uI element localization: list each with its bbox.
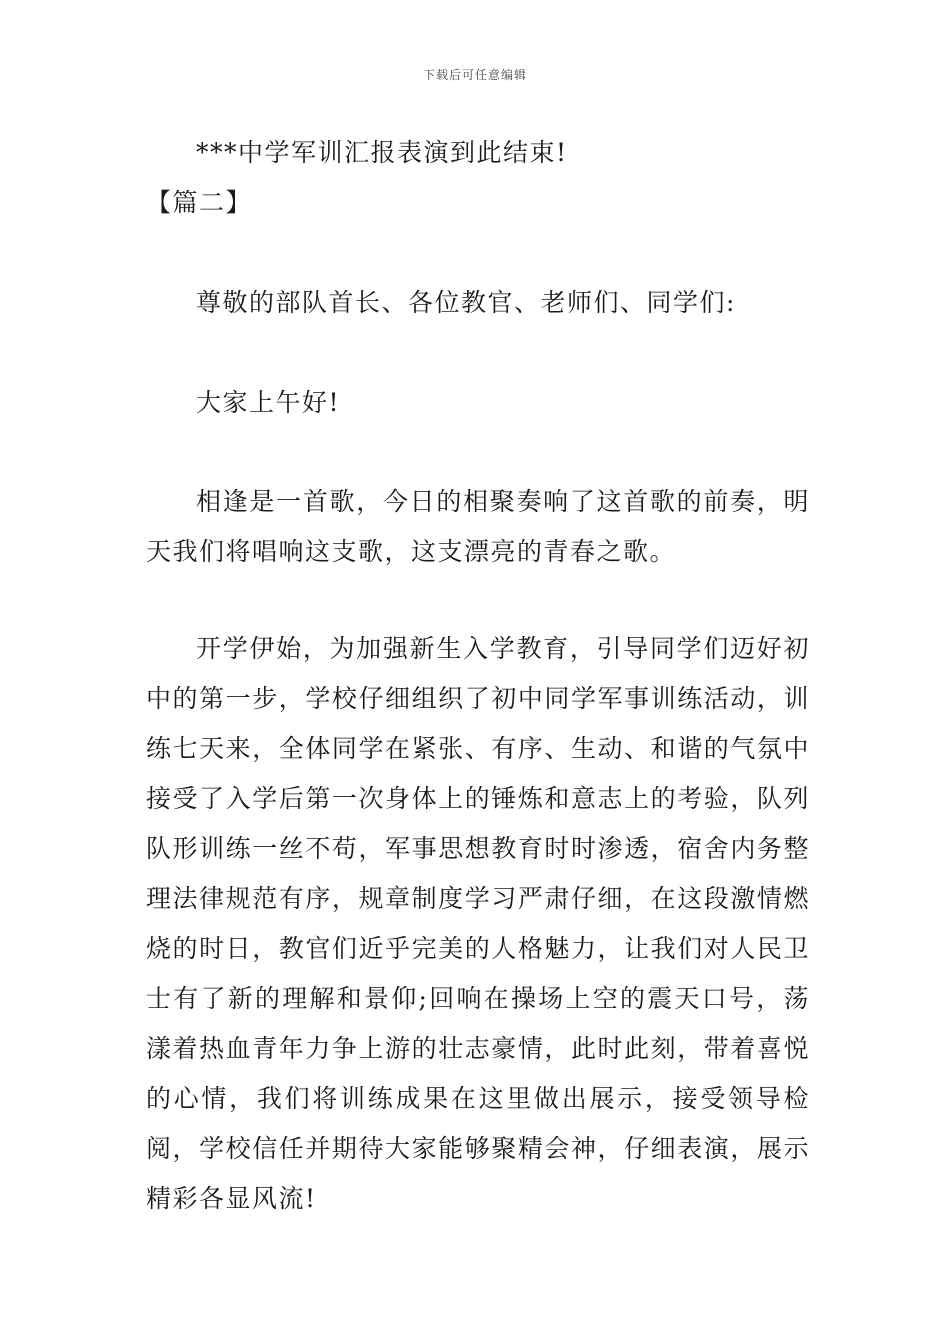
greeting-line: 尊敬的部队首长、各位教官、老师们、同学们: — [196, 288, 736, 317]
section-label: 【篇二】 — [146, 188, 253, 217]
paragraph: 开学伊始，为加强新生入学教育，引导同学们迈好初中的第一步，学校仔细组织了初中同学军事训练活动，训练七天来，全体同学在紧张、有序、生动、和谐的气氛中接受了入学后第一次身体上的锤炼和意志上的考验，队列队形训练一丝不苟，军事思想教育时时渗透，宿舍内务整理法律规范有序，规章制度学习严肃仔细，在这段激情燃烧的时日，教官们近乎完美的人格魅力，让我们对人民卫士有了新的理解和景仰;回响在操场上空的震天口号，荡漾着热血青年力争上游的壮志豪情，此时此刻，带着喜悦的心情，我们将训练成果在这里做出展示，接受领导检阅，学校信任并期待大家能够聚精会神，仔细表演，展示精彩各显风流! — [146, 634, 810, 1213]
closing-line: ***中学军训汇报表演到此结束! — [196, 138, 568, 167]
hello-line: 大家上午好! — [196, 388, 341, 417]
download-note: 下载后可任意编辑 — [422, 68, 527, 82]
paragraph: 相逢是一首歌，今日的相聚奏响了这首歌的前奏，明天我们将唱响这支歌，这支漂亮的青春之歌。 — [146, 487, 810, 566]
